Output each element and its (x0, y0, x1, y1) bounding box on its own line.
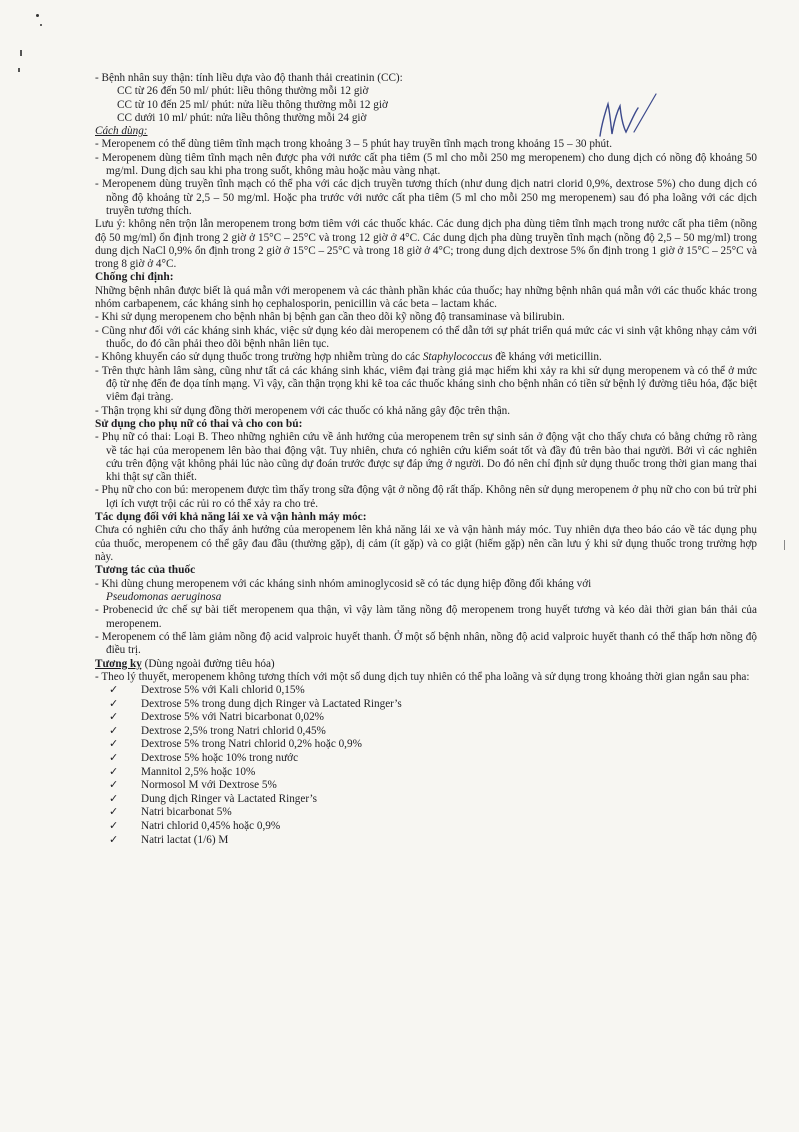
usage-item: - Meropenem dùng tiêm tĩnh mạch nên được pha với nước cất pha tiêm (5 ml cho mỗi 250 mg meropenem) cho dung dịch có nồng độ khoảng 50 mg/ml. Dung dịch sau khi pha trong suốt, không màu hoặc màu vàng nhạt. (95, 151, 757, 178)
check-icon: ✓ (109, 765, 119, 778)
contra-item: - Trên thực hành lâm sàng, cũng như tất cả các kháng sinh khác, viêm đại tràng giả mạc hiếm khi xảy ra khi sử dụng meropenem và có thể ở mức độ từ nhẹ đến đe dọa tính mạng. Vì vậy, cần thận trọng khi kê toa các thuốc kháng sinh cho bệnh nhân có tiền sử bệnh lý đường tiêu hóa, đặc biệt viêm đại tràng. (95, 364, 757, 404)
list-item (95, 684, 757, 698)
list-item (95, 820, 757, 834)
contra-item-staph (95, 351, 757, 364)
list-item (95, 766, 757, 780)
incompat-heading (95, 658, 757, 671)
document-page (95, 72, 757, 847)
driving-heading: Tác dụng đối với khả năng lái xe và vận hành máy móc: (95, 511, 367, 524)
check-icon: ✓ (109, 779, 119, 792)
usage-item: - Meropenem dùng truyền tĩnh mạch có thể pha với các dịch truyền tương thích (như dung dịch natri clorid 0,9%, dextrose 5%) cho dung dịch có nồng độ khoảng từ 2,5 – 50 mg/ml. Hoặc pha trước với nước cất pha tiêm (5 ml cho mỗi 250 mg meropenem) sau đó pha loãng với các dịch truyền tương thích. (95, 178, 757, 217)
list-item-text: Mannitol 2,5% hoặc 10% (141, 765, 256, 778)
contra-item: - Cũng như đối với các kháng sinh khác, việc sử dụng kéo dài meropenem có thể dẫn tới sự phát triển quá mức các vi sinh vật không nhạy cảm với thuốc, do đó cần phải theo dõi bệnh nhân liên tục. (95, 324, 757, 351)
check-icon: ✓ (109, 724, 119, 737)
list-item (95, 793, 757, 807)
interactions-heading: Tương tác của thuốc (95, 564, 196, 577)
pseudomonas-italic: Pseudomonas aeruginosa (106, 591, 222, 604)
renal-cc-line: CC từ 26 đến 50 ml/ phút: liều thông thường mỗi 12 giờ (117, 85, 369, 98)
contra-item: - Khi sử dụng meropenem cho bệnh nhân bị bệnh gan cần theo dõi kỹ nồng độ transaminase và bilirubin. (95, 311, 565, 324)
incompat-heading-note: (Dùng ngoài đường tiêu hóa) (141, 657, 275, 670)
list-item (95, 779, 757, 793)
contra-heading: Chống chỉ định: (95, 271, 174, 284)
list-item (95, 752, 757, 766)
contra-intro: Những bệnh nhân được biết là quá mẫn với meropenem và các thành phần khác của thuốc; hay những bệnh nhân quá mẫn với các thuốc khác trong nhóm carbapenem, các kháng sinh họ cephalosporin, penicillin và các beta – lactam khác. (95, 284, 757, 311)
list-item (95, 738, 757, 752)
list-item-text: Dextrose 5% với Natri bicarbonat 0,02% (141, 711, 324, 724)
incompat-intro: - Theo lý thuyết, meropenem không tương thích với một số dung dịch tuy nhiên có thể pha loãng và sử dụng trong khoảng thời gian ngắn sau pha: (95, 670, 750, 683)
list-item (95, 725, 757, 739)
staph-italic: Staphylococcus (422, 351, 493, 364)
check-icon: ✓ (109, 806, 119, 819)
scan-speck (20, 50, 22, 56)
renal-intro: - Bệnh nhân suy thận: tính liều dựa vào độ thanh thải creatinin (CC): (95, 72, 403, 84)
check-icon: ✓ (109, 820, 119, 833)
list-item (95, 806, 757, 820)
list-item-text: Dextrose 5% với Kali chlorid 0,15% (141, 684, 305, 697)
driving-text: Chưa có nghiên cứu cho thấy ảnh hưởng của meropenem lên khả năng lái xe và vận hành máy móc. Tuy nhiên dựa theo báo cáo về tác dụng phụ của thuốc, meropenem có thể gây đau đầu (thường gặp), dị cảm (ít gặp) và co giật (hiếm gặp) nên cần lưu ý khi sử dụng thuốc trong trường hợp này. (95, 524, 757, 564)
staph-post: đề kháng với meticillin. (492, 351, 602, 364)
check-icon: ✓ (109, 738, 119, 751)
list-item-text: Natri bicarbonat 5% (141, 806, 232, 819)
check-icon: ✓ (109, 792, 119, 805)
check-icon: ✓ (109, 752, 119, 765)
list-item-text: Natri lactat (1/6) M (141, 833, 229, 846)
check-icon: ✓ (109, 697, 119, 710)
pregnancy-heading: Sử dụng cho phụ nữ có thai và cho con bú: (95, 417, 303, 430)
scan-speck (36, 14, 39, 17)
aminoglycoside-text: - Khi dùng chung meropenem với các kháng sinh nhóm aminoglycosid sẽ có tác dụng hiệp đồng đối kháng với (95, 577, 592, 590)
renal-cc-line: CC dưới 10 ml/ phút: nửa liều thông thường mỗi 24 giờ (117, 111, 367, 124)
incompat-heading-main: Tương kỵ (95, 657, 142, 670)
usage-item: - Meropenem có thể dùng tiêm tĩnh mạch trong khoảng 3 – 5 phút hay truyền tĩnh mạch trong khoảng 15 – 30 phút. (95, 138, 613, 151)
pregnancy-item: - Phụ nữ có thai: Loại B. Theo những nghiên cứu về ảnh hưởng của meropenem trên sự sinh sản ở động vật cho thấy chưa có bằng chứng rõ ràng về tác hại của meropenem lên bào thai động vật. Tuy nhiên, chưa có nghiên cứu kiểm soát tốt và đầy đủ trên bào thai người. Bởi vì các nghiên cứu trên động vật không phải lúc nào cũng dự đoán trước được sự đáp ứng ở người. Do đó nên chỉ định sử dụng thuốc trong thời gian mang thai khi thật sự cần thiết. (95, 431, 757, 484)
usage-heading: Cách dùng: (95, 125, 148, 138)
renal-cc-line: CC từ 10 đến 25 ml/ phút: nửa liều thông thường mỗi 12 giờ (117, 98, 388, 111)
contra-item: - Thận trọng khi sử dụng đồng thời meropenem với các thuốc có khả năng gây độc trên thận. (95, 404, 511, 417)
check-icon: ✓ (109, 833, 119, 846)
list-item-text: Normosol M với Dextrose 5% (141, 779, 277, 792)
list-item-text: Dextrose 5% trong dung dịch Ringer và Lactated Ringer’s (141, 697, 402, 710)
incompat-list (95, 684, 757, 847)
list-item-text: Dextrose 5% trong Natri chlorid 0,2% hoặc 0,9% (141, 738, 362, 751)
list-item (95, 698, 757, 712)
interaction-aminoglycoside (95, 578, 757, 605)
list-item (95, 834, 757, 848)
interaction-item: - Meropenem có thể làm giảm nồng độ acid valproic huyết thanh. Ở một số bệnh nhân, nồng độ acid valproic huyết thanh có thể thấp hơn nồng độ điều trị. (95, 630, 757, 657)
staph-pre: - Không khuyến cáo sử dụng thuốc trong trường hợp nhiễm trùng do các (95, 351, 423, 364)
list-item-text: Dextrose 5% hoặc 10% trong nước (141, 752, 299, 765)
list-item-text: Natri chlorid 0,45% hoặc 0,9% (141, 820, 281, 833)
interaction-item: - Probenecid ức chế sự bài tiết meropenem qua thận, vì vậy làm tăng nồng độ meropenem trong huyết tương và kéo dài thời gian bán thải của meropenem. (95, 604, 757, 630)
list-item (95, 711, 757, 725)
pregnancy-item: - Phụ nữ cho con bú: meropenem được tìm thấy trong sữa động vật ở nồng độ rất thấp. Không nên sử dụng meropenem ở phụ nữ cho con bú trừ phi lợi ích vượt trội các rủi ro có thể xảy ra cho trẻ. (95, 484, 757, 510)
check-icon: ✓ (109, 684, 119, 697)
scan-speck (784, 540, 787, 550)
scan-speck (18, 68, 20, 72)
list-item-text: Dextrose 2,5% trong Natri chlorid 0,45% (141, 724, 326, 737)
check-icon: ✓ (109, 711, 119, 724)
scan-speck (40, 24, 42, 26)
usage-note: Lưu ý: không nên trộn lẫn meropenem trong bơm tiêm với các thuốc khác. Các dung dịch pha dùng tiêm tĩnh mạch trong nước cất pha tiêm (nồng độ 50 mg/ml) ổn định trong 2 giờ ở 15°C – 25°C và trong 12 giờ ở 4°C. Các dung dịch pha dùng truyền tĩnh mạch (nồng độ 2,5 – 50 mg/ml) trong dung dịch NaCl 0,9% ổn định trong 2 giờ ở 15°C – 25°C và trong 18 giờ ở 4°C; trong dung dịch dextrose 5% ổn định trong 1 giờ ở 15°C – 25°C và trong 8 giờ ở 4°C. (95, 218, 757, 271)
list-item-text: Dung dịch Ringer và Lactated Ringer’s (141, 792, 317, 805)
